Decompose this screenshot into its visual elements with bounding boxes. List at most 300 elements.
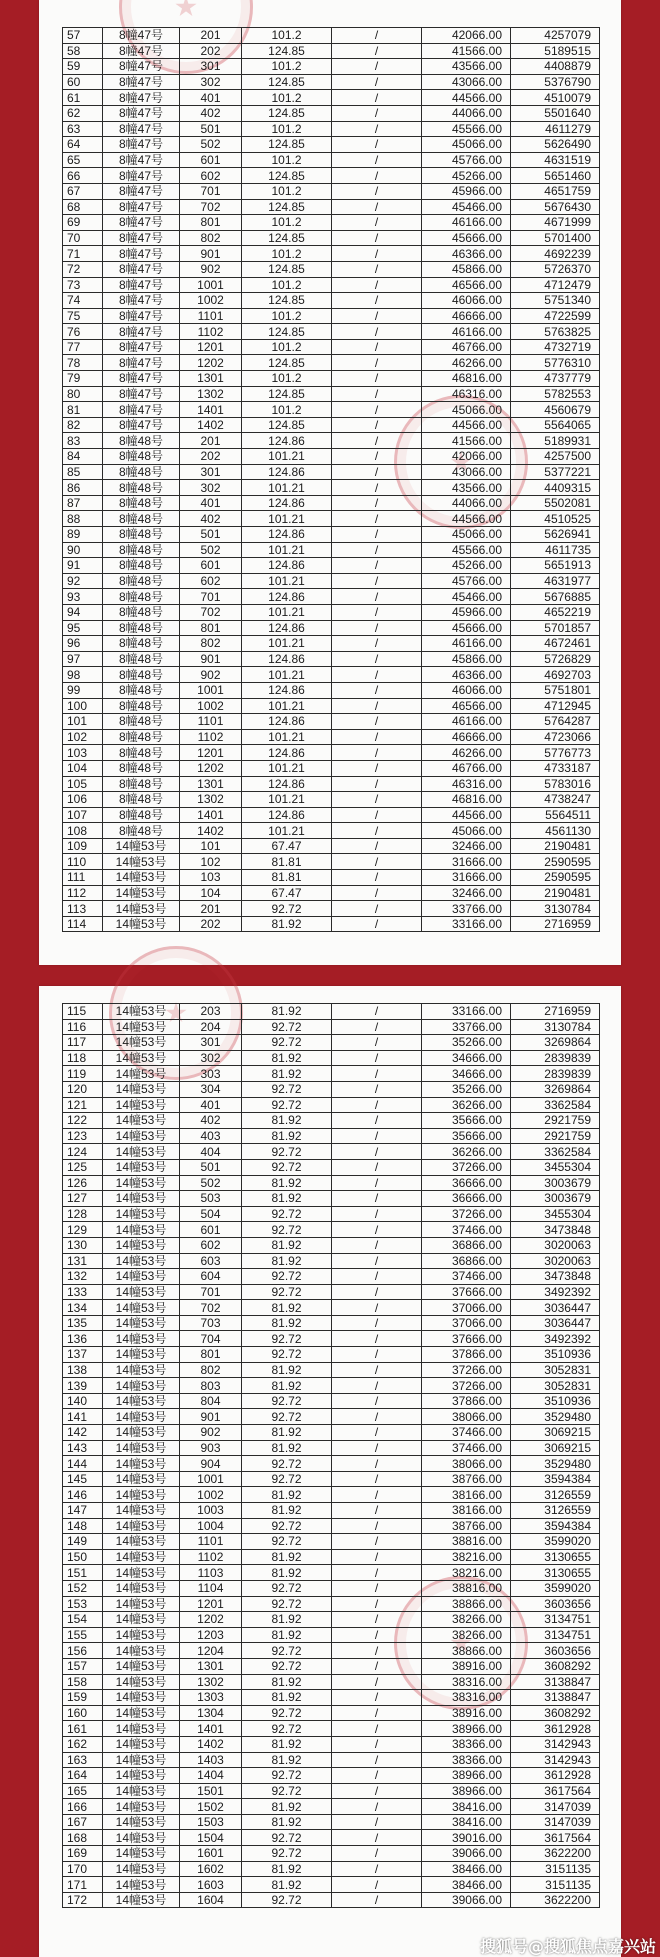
table-row — [63, 1814, 600, 1830]
building-cell: 8幢47号 — [103, 152, 180, 168]
building-cell: 8幢48号 — [103, 433, 180, 449]
table-row — [63, 901, 600, 917]
area-cell: 81.92 — [242, 1627, 332, 1643]
area-cell: 81.92 — [242, 1253, 332, 1269]
unit-number-cell: 1103 — [180, 1565, 242, 1581]
total-price-cell: 5626941 — [511, 527, 600, 543]
unit-price-cell: 35266.00 — [422, 1081, 511, 1097]
row-number-cell: 149 — [63, 1534, 103, 1550]
row-number-cell: 165 — [63, 1783, 103, 1799]
unit-number-cell: 1002 — [180, 698, 242, 714]
unit-number-cell: 1302 — [180, 1674, 242, 1690]
area-cell: 81.92 — [242, 1315, 332, 1331]
unit-number-cell: 901 — [180, 651, 242, 667]
table-row — [63, 137, 600, 153]
other-cell: / — [332, 916, 422, 932]
other-cell: / — [332, 1752, 422, 1768]
total-price-cell: 3130655 — [511, 1549, 600, 1565]
table-row — [63, 1830, 600, 1846]
building-cell: 8幢48号 — [103, 604, 180, 620]
unit-price-cell: 37266.00 — [422, 1206, 511, 1222]
unit-price-cell: 33166.00 — [422, 1004, 511, 1020]
table-row — [63, 1066, 600, 1082]
area-cell: 81.92 — [242, 1487, 332, 1503]
area-cell: 92.72 — [242, 1768, 332, 1784]
unit-price-cell: 46266.00 — [422, 745, 511, 761]
total-price-cell: 4408879 — [511, 59, 600, 75]
unit-number-cell: 104 — [180, 885, 242, 901]
table-row — [63, 1050, 600, 1066]
unit-price-cell: 45466.00 — [422, 589, 511, 605]
total-price-cell: 5651913 — [511, 558, 600, 574]
table-row — [63, 215, 600, 231]
other-cell: / — [332, 1440, 422, 1456]
unit-price-cell: 45066.00 — [422, 402, 511, 418]
other-cell: / — [332, 620, 422, 636]
building-cell: 14幢53号 — [103, 1144, 180, 1160]
total-price-cell: 2590595 — [511, 870, 600, 886]
unit-number-cell: 802 — [180, 1362, 242, 1378]
unit-number-cell: 1004 — [180, 1518, 242, 1534]
row-number-cell: 113 — [63, 901, 103, 917]
unit-number-cell: 502 — [180, 137, 242, 153]
other-cell: / — [332, 1596, 422, 1612]
area-cell: 81.92 — [242, 1378, 332, 1394]
building-cell: 14幢53号 — [103, 1159, 180, 1175]
building-cell: 14幢53号 — [103, 1487, 180, 1503]
unit-price-cell: 39016.00 — [422, 1830, 511, 1846]
area-cell: 124.86 — [242, 589, 332, 605]
table-row — [63, 1425, 600, 1441]
unit-price-cell: 45866.00 — [422, 651, 511, 667]
building-cell: 8幢48号 — [103, 589, 180, 605]
building-cell: 14幢53号 — [103, 1081, 180, 1097]
building-cell: 8幢48号 — [103, 714, 180, 730]
row-number-cell: 71 — [63, 246, 103, 262]
unit-price-cell: 46066.00 — [422, 682, 511, 698]
area-cell: 124.85 — [242, 355, 332, 371]
row-number-cell: 141 — [63, 1409, 103, 1425]
total-price-cell: 3134751 — [511, 1627, 600, 1643]
area-cell: 101.2 — [242, 152, 332, 168]
row-number-cell: 70 — [63, 230, 103, 246]
unit-price-cell: 45266.00 — [422, 168, 511, 184]
building-cell: 14幢53号 — [103, 1191, 180, 1207]
total-price-cell: 4722599 — [511, 308, 600, 324]
unit-price-cell: 45566.00 — [422, 121, 511, 137]
area-cell: 124.86 — [242, 527, 332, 543]
table-row — [63, 230, 600, 246]
building-cell: 14幢53号 — [103, 1004, 180, 1020]
building-cell: 14幢53号 — [103, 1362, 180, 1378]
row-number-cell: 131 — [63, 1253, 103, 1269]
table-row — [63, 1159, 600, 1175]
total-price-cell: 5751340 — [511, 293, 600, 309]
other-cell: / — [332, 1736, 422, 1752]
table-row — [63, 527, 600, 543]
other-cell: / — [332, 1206, 422, 1222]
building-cell: 8幢47号 — [103, 59, 180, 75]
table-row — [63, 355, 600, 371]
other-cell: / — [332, 527, 422, 543]
unit-number-cell: 402 — [180, 511, 242, 527]
unit-price-cell: 41566.00 — [422, 433, 511, 449]
table-row — [63, 1658, 600, 1674]
table-row — [63, 1705, 600, 1721]
other-cell: / — [332, 386, 422, 402]
building-cell: 14幢53号 — [103, 1378, 180, 1394]
unit-number-cell: 901 — [180, 246, 242, 262]
unit-price-cell: 45866.00 — [422, 261, 511, 277]
unit-price-cell: 39066.00 — [422, 1892, 511, 1908]
unit-price-cell: 46766.00 — [422, 760, 511, 776]
area-cell: 101.2 — [242, 59, 332, 75]
table-row — [63, 1284, 600, 1300]
total-price-cell: 5676430 — [511, 199, 600, 215]
area-cell: 81.92 — [242, 1440, 332, 1456]
unit-number-cell: 503 — [180, 1191, 242, 1207]
total-price-cell: 5764287 — [511, 714, 600, 730]
unit-number-cell: 603 — [180, 1253, 242, 1269]
row-number-cell: 128 — [63, 1206, 103, 1222]
unit-number-cell: 302 — [180, 74, 242, 90]
building-cell: 8幢47号 — [103, 105, 180, 121]
area-cell: 81.92 — [242, 1752, 332, 1768]
table-row — [63, 714, 600, 730]
building-cell: 8幢48号 — [103, 480, 180, 496]
row-number-cell: 150 — [63, 1549, 103, 1565]
table-row — [63, 1128, 600, 1144]
unit-number-cell: 601 — [180, 152, 242, 168]
total-price-cell: 5751801 — [511, 682, 600, 698]
unit-number-cell: 402 — [180, 105, 242, 121]
building-cell: 8幢47号 — [103, 339, 180, 355]
area-cell: 101.21 — [242, 604, 332, 620]
unit-price-cell: 43566.00 — [422, 480, 511, 496]
unit-price-cell: 36666.00 — [422, 1175, 511, 1191]
building-cell: 8幢47号 — [103, 308, 180, 324]
row-number-cell: 123 — [63, 1128, 103, 1144]
table-row — [63, 1456, 600, 1472]
unit-number-cell: 1301 — [180, 371, 242, 387]
other-cell: / — [332, 1315, 422, 1331]
unit-number-cell: 202 — [180, 916, 242, 932]
table-row — [63, 1846, 600, 1862]
area-cell: 101.2 — [242, 339, 332, 355]
table-row — [63, 854, 600, 870]
unit-price-cell: 31666.00 — [422, 870, 511, 886]
unit-number-cell: 1201 — [180, 339, 242, 355]
unit-price-cell: 38416.00 — [422, 1814, 511, 1830]
other-cell: / — [332, 1471, 422, 1487]
area-cell: 101.21 — [242, 511, 332, 527]
unit-number-cell: 1003 — [180, 1503, 242, 1519]
building-cell: 8幢47号 — [103, 90, 180, 106]
unit-price-cell: 38066.00 — [422, 1456, 511, 1472]
unit-price-cell: 37666.00 — [422, 1331, 511, 1347]
unit-price-cell: 38916.00 — [422, 1705, 511, 1721]
area-cell: 124.86 — [242, 714, 332, 730]
table-row — [63, 1892, 600, 1908]
total-price-cell: 5676885 — [511, 589, 600, 605]
total-price-cell: 3622200 — [511, 1846, 600, 1862]
total-price-cell: 3134751 — [511, 1612, 600, 1628]
row-number-cell: 137 — [63, 1347, 103, 1363]
total-price-cell: 3603656 — [511, 1596, 600, 1612]
unit-price-cell: 37666.00 — [422, 1284, 511, 1300]
other-cell: / — [332, 261, 422, 277]
other-cell: / — [332, 1846, 422, 1862]
unit-price-cell: 43566.00 — [422, 59, 511, 75]
unit-price-cell: 46266.00 — [422, 355, 511, 371]
area-cell: 92.72 — [242, 1518, 332, 1534]
area-cell: 81.92 — [242, 1175, 332, 1191]
table-row — [63, 511, 600, 527]
area-cell: 81.92 — [242, 1113, 332, 1129]
area-cell: 101.21 — [242, 667, 332, 683]
unit-price-cell: 45266.00 — [422, 558, 511, 574]
unit-price-cell: 37266.00 — [422, 1378, 511, 1394]
table-row — [63, 1674, 600, 1690]
total-price-cell: 3138847 — [511, 1690, 600, 1706]
unit-price-cell: 45766.00 — [422, 573, 511, 589]
area-cell: 67.47 — [242, 838, 332, 854]
other-cell: / — [332, 59, 422, 75]
other-cell: / — [332, 792, 422, 808]
total-price-cell: 3069215 — [511, 1440, 600, 1456]
table-row — [63, 1269, 600, 1285]
total-price-cell: 4733187 — [511, 760, 600, 776]
table-row — [63, 1393, 600, 1409]
area-cell: 124.85 — [242, 137, 332, 153]
building-cell: 8幢47号 — [103, 74, 180, 90]
total-price-cell: 5726829 — [511, 651, 600, 667]
table-row — [63, 1503, 600, 1519]
unit-number-cell: 801 — [180, 1347, 242, 1363]
unit-number-cell: 303 — [180, 1066, 242, 1082]
row-number-cell: 76 — [63, 324, 103, 340]
unit-price-cell: 46166.00 — [422, 324, 511, 340]
unit-price-cell: 38416.00 — [422, 1799, 511, 1815]
building-cell: 14幢53号 — [103, 854, 180, 870]
row-number-cell: 135 — [63, 1315, 103, 1331]
table-row — [63, 792, 600, 808]
total-price-cell: 5502081 — [511, 495, 600, 511]
table-row — [63, 1549, 600, 1565]
unit-number-cell: 1101 — [180, 1534, 242, 1550]
unit-number-cell: 501 — [180, 1159, 242, 1175]
table-row — [63, 1783, 600, 1799]
table-row — [63, 246, 600, 262]
row-number-cell: 143 — [63, 1440, 103, 1456]
row-number-cell: 159 — [63, 1690, 103, 1706]
total-price-cell: 3362584 — [511, 1097, 600, 1113]
building-cell: 8幢47号 — [103, 121, 180, 137]
unit-price-cell: 45466.00 — [422, 199, 511, 215]
row-number-cell: 107 — [63, 807, 103, 823]
unit-price-cell: 46666.00 — [422, 308, 511, 324]
unit-price-cell: 44566.00 — [422, 511, 511, 527]
other-cell: / — [332, 1050, 422, 1066]
unit-price-cell: 46066.00 — [422, 293, 511, 309]
table-row — [63, 1300, 600, 1316]
unit-number-cell: 401 — [180, 495, 242, 511]
area-cell: 92.72 — [242, 1081, 332, 1097]
unit-number-cell: 302 — [180, 1050, 242, 1066]
unit-number-cell: 304 — [180, 1081, 242, 1097]
table-row — [63, 1799, 600, 1815]
area-cell: 124.85 — [242, 324, 332, 340]
other-cell: / — [332, 1159, 422, 1175]
total-price-cell: 5564065 — [511, 417, 600, 433]
row-number-cell: 92 — [63, 573, 103, 589]
total-price-cell: 3126559 — [511, 1487, 600, 1503]
unit-price-cell: 33766.00 — [422, 1019, 511, 1035]
unit-number-cell: 1202 — [180, 1612, 242, 1628]
watermark-text: 搜狐号@搜狐焦点嘉兴站 — [479, 1937, 656, 1956]
area-cell: 101.2 — [242, 308, 332, 324]
other-cell: / — [332, 698, 422, 714]
total-price-cell: 4409315 — [511, 480, 600, 496]
row-number-cell: 68 — [63, 199, 103, 215]
total-price-cell: 5701857 — [511, 620, 600, 636]
total-price-cell: 3455304 — [511, 1159, 600, 1175]
total-price-cell: 3612928 — [511, 1721, 600, 1737]
row-number-cell: 154 — [63, 1612, 103, 1628]
unit-number-cell: 402 — [180, 1113, 242, 1129]
other-cell: / — [332, 1347, 422, 1363]
table-row — [63, 308, 600, 324]
unit-price-cell: 32466.00 — [422, 885, 511, 901]
unit-number-cell: 204 — [180, 1019, 242, 1035]
total-price-cell: 2190481 — [511, 885, 600, 901]
building-cell: 14幢53号 — [103, 1580, 180, 1596]
area-cell: 92.72 — [242, 1097, 332, 1113]
total-price-cell: 3138847 — [511, 1674, 600, 1690]
area-cell: 81.92 — [242, 1565, 332, 1581]
unit-price-cell: 43066.00 — [422, 74, 511, 90]
row-number-cell: 138 — [63, 1362, 103, 1378]
table-row — [63, 870, 600, 886]
other-cell: / — [332, 1191, 422, 1207]
table-row — [63, 105, 600, 121]
building-cell: 14幢53号 — [103, 1237, 180, 1253]
row-number-cell: 121 — [63, 1097, 103, 1113]
other-cell: / — [332, 760, 422, 776]
row-number-cell: 132 — [63, 1269, 103, 1285]
unit-price-cell: 38316.00 — [422, 1674, 511, 1690]
building-cell: 8幢47号 — [103, 402, 180, 418]
other-cell: / — [332, 293, 422, 309]
unit-number-cell: 1504 — [180, 1830, 242, 1846]
area-cell: 124.86 — [242, 745, 332, 761]
other-cell: / — [332, 495, 422, 511]
total-price-cell: 3147039 — [511, 1814, 600, 1830]
building-cell: 14幢53号 — [103, 1752, 180, 1768]
area-cell: 124.85 — [242, 43, 332, 59]
other-cell: / — [332, 1534, 422, 1550]
row-number-cell: 57 — [63, 28, 103, 44]
total-price-cell: 3594384 — [511, 1471, 600, 1487]
table-row — [63, 1627, 600, 1643]
area-cell: 92.72 — [242, 1347, 332, 1363]
unit-price-cell: 46316.00 — [422, 386, 511, 402]
building-cell: 14幢53号 — [103, 1393, 180, 1409]
unit-number-cell: 1001 — [180, 1471, 242, 1487]
area-cell: 101.2 — [242, 183, 332, 199]
building-cell: 8幢47号 — [103, 246, 180, 262]
building-cell: 14幢53号 — [103, 1861, 180, 1877]
row-number-cell: 63 — [63, 121, 103, 137]
unit-number-cell: 902 — [180, 261, 242, 277]
area-cell: 92.72 — [242, 1206, 332, 1222]
unit-number-cell: 504 — [180, 1206, 242, 1222]
building-cell: 14幢53号 — [103, 1206, 180, 1222]
area-cell: 81.92 — [242, 1300, 332, 1316]
area-cell: 92.72 — [242, 1892, 332, 1908]
table-row — [63, 199, 600, 215]
other-cell: / — [332, 573, 422, 589]
other-cell: / — [332, 137, 422, 153]
total-price-cell: 3052831 — [511, 1362, 600, 1378]
area-cell: 101.2 — [242, 277, 332, 293]
other-cell: / — [332, 1237, 422, 1253]
other-cell: / — [332, 90, 422, 106]
building-cell: 8幢48号 — [103, 651, 180, 667]
other-cell: / — [332, 1331, 422, 1347]
total-price-cell: 3147039 — [511, 1799, 600, 1815]
table-row — [63, 1222, 600, 1238]
table-row — [63, 1861, 600, 1877]
row-number-cell: 122 — [63, 1113, 103, 1129]
row-number-cell: 61 — [63, 90, 103, 106]
other-cell: / — [332, 1783, 422, 1799]
other-cell: / — [332, 542, 422, 558]
row-number-cell: 109 — [63, 838, 103, 854]
other-cell: / — [332, 449, 422, 465]
table-row — [63, 1690, 600, 1706]
row-number-cell: 75 — [63, 308, 103, 324]
area-cell: 124.86 — [242, 495, 332, 511]
area-cell: 124.86 — [242, 433, 332, 449]
other-cell: / — [332, 105, 422, 121]
other-cell: / — [332, 1674, 422, 1690]
unit-number-cell: 401 — [180, 1097, 242, 1113]
other-cell: / — [332, 1549, 422, 1565]
total-price-cell: 4631977 — [511, 573, 600, 589]
other-cell: / — [332, 1066, 422, 1082]
area-cell: 81.92 — [242, 1861, 332, 1877]
area-cell: 101.21 — [242, 698, 332, 714]
table-row — [63, 1596, 600, 1612]
other-cell: / — [332, 1814, 422, 1830]
building-cell: 14幢53号 — [103, 1019, 180, 1035]
table-row — [63, 745, 600, 761]
table-row — [63, 261, 600, 277]
total-price-cell: 4672461 — [511, 636, 600, 652]
table-row — [63, 386, 600, 402]
area-cell: 124.85 — [242, 261, 332, 277]
row-number-cell: 153 — [63, 1596, 103, 1612]
other-cell: / — [332, 1004, 422, 1020]
row-number-cell: 134 — [63, 1300, 103, 1316]
building-cell: 14幢53号 — [103, 1877, 180, 1893]
table-row — [63, 324, 600, 340]
unit-price-cell: 37266.00 — [422, 1362, 511, 1378]
area-cell: 92.72 — [242, 1456, 332, 1472]
building-cell: 14幢53号 — [103, 1066, 180, 1082]
unit-price-cell: 42066.00 — [422, 28, 511, 44]
